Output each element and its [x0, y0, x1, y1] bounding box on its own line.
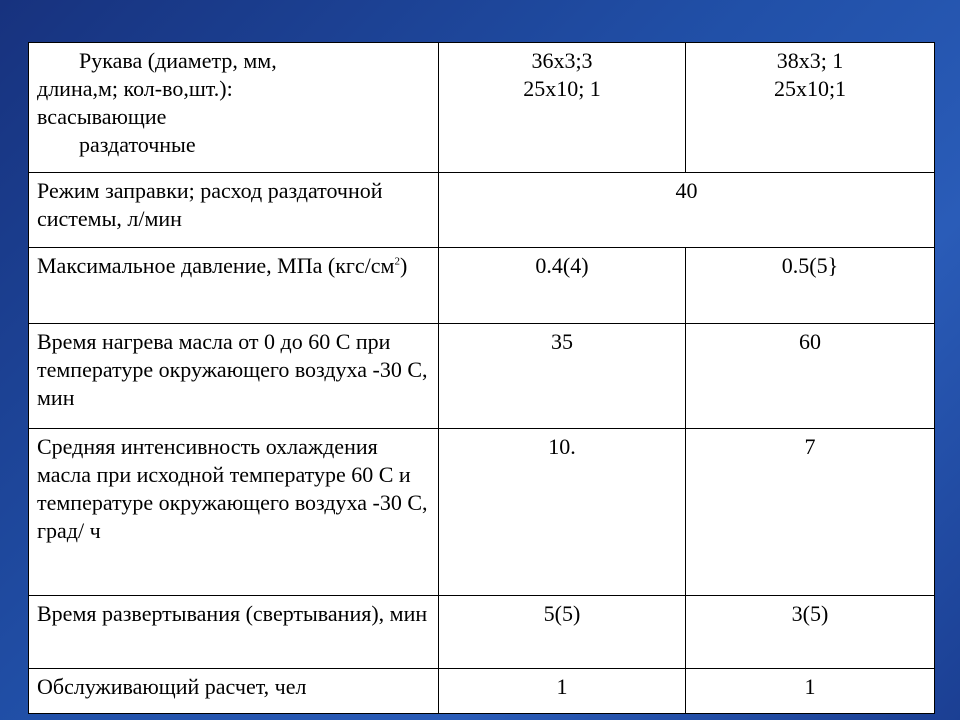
max-pressure-label-suffix: ) — [399, 253, 408, 279]
hoses-label-line-3: всасывающие — [37, 104, 167, 129]
refueling-merged-value: 40 — [439, 173, 935, 248]
table-row-refueling — [29, 173, 935, 248]
crew-value-col2: 1 — [686, 669, 935, 714]
row-label-max-pressure — [29, 248, 439, 323]
row-label-refueling: Режим заправки; расход раздаточной системы, л/мин — [29, 173, 439, 248]
hoses-label-line-1: Рукава (диаметр, мм, — [79, 48, 277, 73]
hoses-col2-line-1: 38x3; 1 — [776, 48, 844, 73]
table-row-deployment-time — [29, 596, 935, 669]
table-row-hoses — [29, 43, 935, 173]
deployment-time-value-col1: 5(5) — [439, 596, 686, 669]
row-label-cooling-intensity: Средняя интенсивность охлаждения масла при исходной температуре 60 С и температуре окружающего воздуха -30 С, град/ ч — [29, 429, 439, 596]
hoses-col1-line-1: 36x3;3 — [531, 48, 593, 73]
table-row-heating-time — [29, 323, 935, 429]
max-pressure-label-text: Максимальное давление, МПа (кгс/см — [37, 253, 395, 279]
row-label-heating-time: Время нагрева масла от 0 до 60 С при температуре окружающего воздуха -30 С, мин — [29, 323, 439, 429]
max-pressure-value-col1: 0.4(4) — [439, 248, 686, 323]
cooling-intensity-value-col1: 10. — [439, 429, 686, 596]
specifications-table — [28, 42, 935, 714]
heating-time-value-col2: 60 — [686, 323, 935, 429]
heating-time-value-col1: 35 — [439, 323, 686, 429]
deployment-time-value-col2: 3(5) — [686, 596, 935, 669]
hoses-value-col2 — [686, 43, 935, 173]
cooling-intensity-value-col2: 7 — [686, 429, 935, 596]
row-label-deployment-time: Время развертывания (свертывания), мин — [29, 596, 439, 669]
table-row-cooling-intensity — [29, 429, 935, 596]
hoses-col1-line-2: 25x10; 1 — [523, 76, 601, 101]
hoses-value-col1 — [439, 43, 686, 173]
hoses-col2-line-2: 25x10;1 — [773, 76, 847, 101]
hoses-label-line-4: раздаточные — [79, 132, 196, 157]
table-row-max-pressure — [29, 248, 935, 323]
row-label-crew: Обслуживающий расчет, чел — [29, 669, 439, 714]
max-pressure-value-col2: 0.5(5} — [686, 248, 935, 323]
hoses-label-line-2: длина,м; кол-во,шт.): — [37, 76, 233, 101]
table-row-crew — [29, 669, 935, 714]
max-pressure-label-superscript: 2 — [394, 256, 400, 269]
crew-value-col1: 1 — [439, 669, 686, 714]
row-label-hoses — [29, 43, 439, 173]
